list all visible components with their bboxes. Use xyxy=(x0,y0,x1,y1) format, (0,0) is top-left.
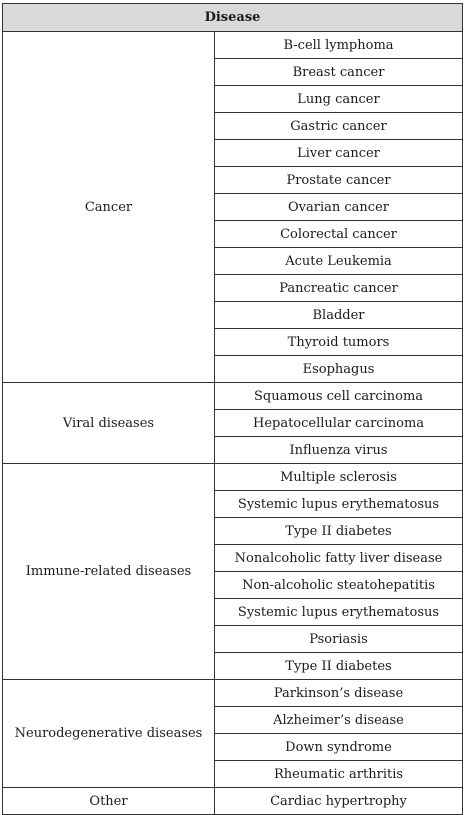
header-row xyxy=(3,4,463,32)
table-body xyxy=(3,32,463,815)
disease-cell: Gastric cancer xyxy=(215,113,463,140)
disease-cell: Acute Leukemia xyxy=(215,248,463,275)
table-row xyxy=(3,464,463,491)
disease-cell: Parkinson’s disease xyxy=(215,680,463,707)
disease-cell: Systemic lupus erythematosus xyxy=(215,599,463,626)
disease-cell: Ovarian cancer xyxy=(215,194,463,221)
disease-cell: Liver cancer xyxy=(215,140,463,167)
disease-cell: Systemic lupus erythematosus xyxy=(215,491,463,518)
disease-cell: Colorectal cancer xyxy=(215,221,463,248)
category-cell: Other xyxy=(3,788,215,815)
category-cell: Immune-related diseases xyxy=(3,464,215,680)
disease-cell: Breast cancer xyxy=(215,59,463,86)
disease-cell: Rheumatic arthritis xyxy=(215,761,463,788)
disease-cell: Esophagus xyxy=(215,356,463,383)
disease-cell: Down syndrome xyxy=(215,734,463,761)
category-cell: Viral diseases xyxy=(3,383,215,464)
disease-cell: Non-alcoholic steatohepatitis xyxy=(215,572,463,599)
disease-table xyxy=(2,3,463,815)
disease-cell: Influenza virus xyxy=(215,437,463,464)
table-row xyxy=(3,383,463,410)
disease-cell: Multiple sclerosis xyxy=(215,464,463,491)
table-row xyxy=(3,680,463,707)
disease-cell: Lung cancer xyxy=(215,86,463,113)
disease-cell: Squamous cell carcinoma xyxy=(215,383,463,410)
disease-cell: Type II diabetes xyxy=(215,518,463,545)
disease-cell: Prostate cancer xyxy=(215,167,463,194)
table-header: Disease xyxy=(3,4,463,32)
disease-cell: Alzheimer’s disease xyxy=(215,707,463,734)
table-row xyxy=(3,32,463,59)
disease-cell: Psoriasis xyxy=(215,626,463,653)
disease-cell: Thyroid tumors xyxy=(215,329,463,356)
disease-cell: Bladder xyxy=(215,302,463,329)
category-cell: Neurodegenerative diseases xyxy=(3,680,215,788)
category-cell: Cancer xyxy=(3,32,215,383)
disease-cell: Type II diabetes xyxy=(215,653,463,680)
disease-cell: Nonalcoholic fatty liver disease xyxy=(215,545,463,572)
table-row xyxy=(3,788,463,815)
disease-cell: B-cell lymphoma xyxy=(215,32,463,59)
disease-cell: Cardiac hypertrophy xyxy=(215,788,463,815)
disease-cell: Hepatocellular carcinoma xyxy=(215,410,463,437)
disease-cell: Pancreatic cancer xyxy=(215,275,463,302)
